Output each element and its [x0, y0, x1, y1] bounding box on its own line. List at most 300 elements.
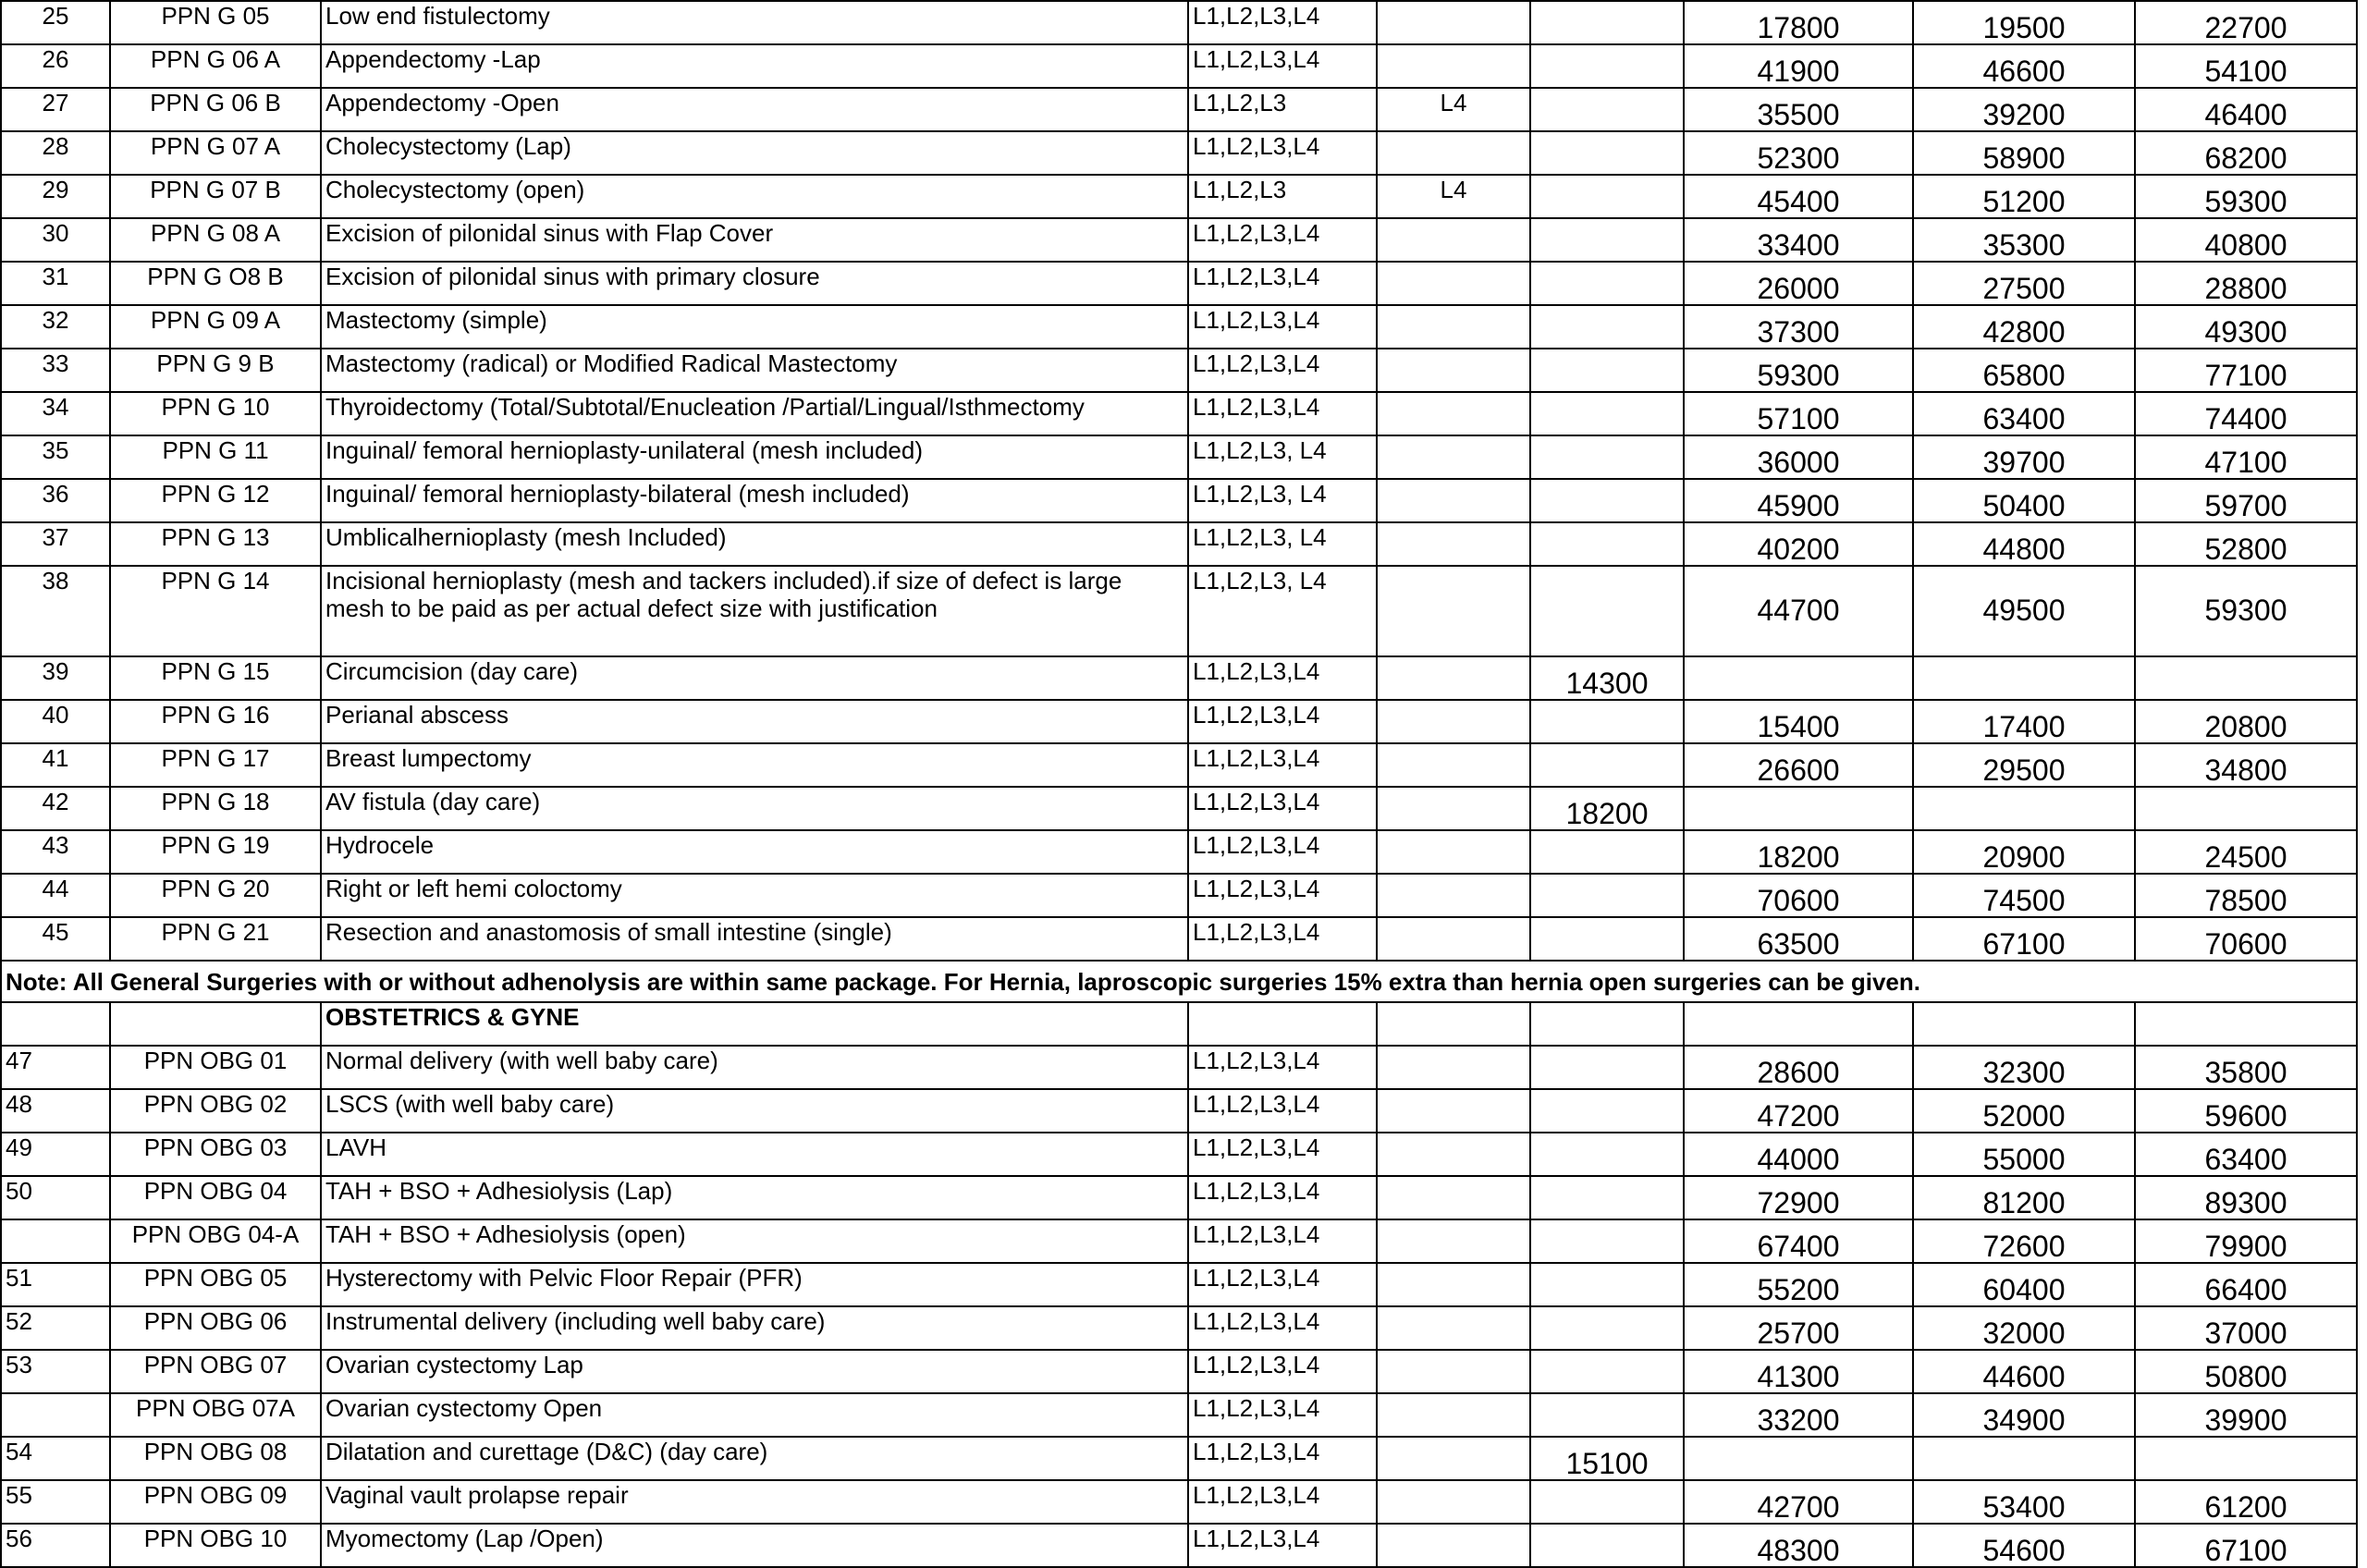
serial-number-cell: 55 — [1, 1480, 110, 1524]
package-code-cell: PPN G 9 B — [110, 349, 321, 392]
rate-tier-3-cell: 70600 — [2135, 917, 2357, 961]
rate-tier-1-cell: 70600 — [1684, 874, 1913, 917]
alternate-level-cell — [1377, 743, 1530, 787]
day-care-rate-cell — [1530, 700, 1684, 743]
rate-tier-2-cell: 52000 — [1913, 1089, 2135, 1133]
rate-tier-3-cell: 77100 — [2135, 349, 2357, 392]
table-row — [1, 218, 2357, 262]
table-row — [1, 1046, 2357, 1089]
rate-tier-3-cell: 46400 — [2135, 88, 2357, 131]
rate-tier-2-cell: 55000 — [1913, 1133, 2135, 1176]
package-code-cell: PPN G 18 — [110, 787, 321, 830]
table-row — [1, 262, 2357, 305]
day-care-rate-cell — [1530, 1133, 1684, 1176]
package-code-cell: PPN OBG 09 — [110, 1480, 321, 1524]
rate-tier-3-cell — [2135, 1437, 2357, 1480]
procedure-name-cell: Hydrocele — [321, 830, 1188, 874]
rate-tier-1-cell: 37300 — [1684, 305, 1913, 349]
day-care-rate-cell — [1530, 435, 1684, 479]
rate-tier-2-cell: 65800 — [1913, 349, 2135, 392]
alternate-level-cell — [1377, 435, 1530, 479]
package-code-cell: PPN OBG 01 — [110, 1046, 321, 1089]
package-code-cell: PPN OBG 02 — [110, 1089, 321, 1133]
alternate-level-cell — [1377, 218, 1530, 262]
alternate-level-cell — [1377, 131, 1530, 175]
hospital-levels-cell: L1,L2,L3, L4 — [1188, 479, 1377, 522]
alternate-level-cell — [1377, 262, 1530, 305]
package-code-cell: PPN G 06 B — [110, 88, 321, 131]
procedure-name-cell: Myomectomy (Lap /Open) — [321, 1524, 1188, 1567]
procedure-name-cell: Mastectomy (simple) — [321, 305, 1188, 349]
hospital-levels-cell: L1,L2,L3,L4 — [1188, 1176, 1377, 1219]
procedure-name-cell: Circumcision (day care) — [321, 656, 1188, 700]
note-text: Note: All General Surgeries with or without adhenolysis are within same package. For Hernia, laproscopic surgeries 15% extra than hernia open surgeries can be given. — [1, 961, 2357, 1002]
rate-tier-2-cell: 44600 — [1913, 1350, 2135, 1393]
rate-tier-1-cell — [1684, 656, 1913, 700]
alternate-level-cell — [1377, 1263, 1530, 1306]
serial-number-cell: 35 — [1, 435, 110, 479]
hospital-levels-cell: L1,L2,L3,L4 — [1188, 743, 1377, 787]
hospital-levels-cell: L1,L2,L3,L4 — [1188, 1263, 1377, 1306]
rate-tier-2-cell — [1913, 1002, 2135, 1046]
hospital-levels-cell: L1,L2,L3, L4 — [1188, 435, 1377, 479]
procedure-name-cell: Appendectomy -Open — [321, 88, 1188, 131]
serial-number-cell: 47 — [1, 1046, 110, 1089]
hospital-levels-cell: L1,L2,L3,L4 — [1188, 349, 1377, 392]
rate-tier-1-cell: 17800 — [1684, 1, 1913, 44]
rate-tier-1-cell: 45900 — [1684, 479, 1913, 522]
serial-number-cell: 40 — [1, 700, 110, 743]
package-code-cell: PPN OBG 04-A — [110, 1219, 321, 1263]
rate-tier-1-cell: 72900 — [1684, 1176, 1913, 1219]
serial-number-cell: 50 — [1, 1176, 110, 1219]
rate-tier-1-cell: 28600 — [1684, 1046, 1913, 1089]
package-code-cell: PPN G 15 — [110, 656, 321, 700]
rate-tier-2-cell: 49500 — [1913, 566, 2135, 656]
rate-tier-3-cell: 59600 — [2135, 1089, 2357, 1133]
serial-number-cell: 52 — [1, 1306, 110, 1350]
hospital-levels-cell: L1,L2,L3,L4 — [1188, 218, 1377, 262]
alternate-level-cell — [1377, 656, 1530, 700]
procedure-name-cell: Appendectomy -Lap — [321, 44, 1188, 88]
package-code-cell: PPN G 07 B — [110, 175, 321, 218]
serial-number-cell: 29 — [1, 175, 110, 218]
hospital-levels-cell: L1,L2,L3,L4 — [1188, 1524, 1377, 1567]
table-row — [1, 787, 2357, 830]
alternate-level-cell — [1377, 830, 1530, 874]
table-row — [1, 1480, 2357, 1524]
hospital-levels-cell: L1,L2,L3,L4 — [1188, 787, 1377, 830]
rate-tier-1-cell: 45400 — [1684, 175, 1913, 218]
rate-tier-3-cell: 47100 — [2135, 435, 2357, 479]
serial-number-cell: 39 — [1, 656, 110, 700]
serial-number-cell: 30 — [1, 218, 110, 262]
table-body — [1, 1, 2357, 1567]
rate-tier-1-cell: 44000 — [1684, 1133, 1913, 1176]
day-care-rate-cell — [1530, 743, 1684, 787]
rate-tier-1-cell: 52300 — [1684, 131, 1913, 175]
package-code-cell: PPN G 10 — [110, 392, 321, 435]
rate-tier-2-cell: 54600 — [1913, 1524, 2135, 1567]
procedure-name-cell: Ovarian cystectomy Open — [321, 1393, 1188, 1437]
rate-tier-2-cell: 34900 — [1913, 1393, 2135, 1437]
hospital-levels-cell: L1,L2,L3 — [1188, 88, 1377, 131]
table-row — [1, 874, 2357, 917]
procedure-name-cell: Ovarian cystectomy Lap — [321, 1350, 1188, 1393]
day-care-rate-cell — [1530, 1046, 1684, 1089]
procedure-name-cell: Cholecystectomy (Lap) — [321, 131, 1188, 175]
rate-tier-1-cell: 41900 — [1684, 44, 1913, 88]
serial-number-cell: 31 — [1, 262, 110, 305]
table-row — [1, 1176, 2357, 1219]
rate-tier-2-cell: 39700 — [1913, 435, 2135, 479]
day-care-rate-cell — [1530, 917, 1684, 961]
procedure-name-cell: Excision of pilonidal sinus with primary closure — [321, 262, 1188, 305]
table-row — [1, 1219, 2357, 1263]
rate-tier-2-cell: 74500 — [1913, 874, 2135, 917]
table-row — [1, 305, 2357, 349]
rate-tier-2-cell: 63400 — [1913, 392, 2135, 435]
procedure-name-cell: Inguinal/ femoral hernioplasty-unilateral (mesh included) — [321, 435, 1188, 479]
rate-tier-2-cell: 81200 — [1913, 1176, 2135, 1219]
procedure-name-cell: AV fistula (day care) — [321, 787, 1188, 830]
rate-tier-3-cell: 67100 — [2135, 1524, 2357, 1567]
rate-tier-1-cell: 26600 — [1684, 743, 1913, 787]
rate-tier-2-cell: 20900 — [1913, 830, 2135, 874]
serial-number-cell: 32 — [1, 305, 110, 349]
package-code-cell: PPN G 11 — [110, 435, 321, 479]
day-care-rate-cell — [1530, 1, 1684, 44]
rate-tier-3-cell: 63400 — [2135, 1133, 2357, 1176]
hospital-levels-cell: L1,L2,L3,L4 — [1188, 1306, 1377, 1350]
alternate-level-cell — [1377, 1, 1530, 44]
procedure-name-cell: Resection and anastomosis of small intestine (single) — [321, 917, 1188, 961]
rate-tier-3-cell: 22700 — [2135, 1, 2357, 44]
hospital-levels-cell: L1,L2,L3, L4 — [1188, 566, 1377, 656]
rate-tier-3-cell: 39900 — [2135, 1393, 2357, 1437]
hospital-levels-cell: L1,L2,L3,L4 — [1188, 1350, 1377, 1393]
table-row — [1, 917, 2357, 961]
hospital-levels-cell: L1,L2,L3,L4 — [1188, 700, 1377, 743]
rate-tier-1-cell: 41300 — [1684, 1350, 1913, 1393]
serial-number-cell — [1, 1002, 110, 1046]
alternate-level-cell — [1377, 1219, 1530, 1263]
alternate-level-cell — [1377, 392, 1530, 435]
hospital-levels-cell: L1,L2,L3,L4 — [1188, 830, 1377, 874]
rate-tier-3-cell — [2135, 656, 2357, 700]
rate-tier-3-cell: 59300 — [2135, 175, 2357, 218]
day-care-rate-cell — [1530, 1524, 1684, 1567]
alternate-level-cell — [1377, 1046, 1530, 1089]
package-code-cell: PPN G 21 — [110, 917, 321, 961]
hospital-levels-cell: L1,L2,L3,L4 — [1188, 1393, 1377, 1437]
table-row — [1, 1350, 2357, 1393]
rate-tier-1-cell — [1684, 1002, 1913, 1046]
day-care-rate-cell — [1530, 1176, 1684, 1219]
hospital-levels-cell: L1,L2,L3,L4 — [1188, 305, 1377, 349]
procedure-name-cell: TAH + BSO + Adhesiolysis (open) — [321, 1219, 1188, 1263]
package-code-cell: PPN G 16 — [110, 700, 321, 743]
table-row — [1, 1306, 2357, 1350]
serial-number-cell: 42 — [1, 787, 110, 830]
serial-number-cell: 25 — [1, 1, 110, 44]
rate-tier-2-cell: 35300 — [1913, 218, 2135, 262]
rate-tier-1-cell: 36000 — [1684, 435, 1913, 479]
day-care-rate-cell — [1530, 349, 1684, 392]
day-care-rate-cell — [1530, 1219, 1684, 1263]
serial-number-cell: 37 — [1, 522, 110, 566]
alternate-level-cell — [1377, 1176, 1530, 1219]
package-code-cell: PPN G 07 A — [110, 131, 321, 175]
section-header-row — [1, 1002, 2357, 1046]
alternate-level-cell: L4 — [1377, 175, 1530, 218]
hospital-levels-cell: L1,L2,L3,L4 — [1188, 1219, 1377, 1263]
rate-tier-3-cell: 59300 — [2135, 566, 2357, 656]
procedure-name-cell: Excision of pilonidal sinus with Flap Cover — [321, 218, 1188, 262]
package-code-cell: PPN G 12 — [110, 479, 321, 522]
serial-number-cell: 43 — [1, 830, 110, 874]
section-title: OBSTETRICS & GYNE — [321, 1002, 1188, 1046]
rate-tier-3-cell — [2135, 1002, 2357, 1046]
package-code-cell: PPN OBG 07 — [110, 1350, 321, 1393]
rate-tier-3-cell: 52800 — [2135, 522, 2357, 566]
procedure-name-cell: LSCS (with well baby care) — [321, 1089, 1188, 1133]
package-code-cell: PPN OBG 08 — [110, 1437, 321, 1480]
rate-tier-2-cell: 42800 — [1913, 305, 2135, 349]
rate-tier-2-cell: 17400 — [1913, 700, 2135, 743]
rate-tier-3-cell: 49300 — [2135, 305, 2357, 349]
alternate-level-cell — [1377, 1133, 1530, 1176]
hospital-levels-cell: L1,L2,L3 — [1188, 175, 1377, 218]
package-code-cell: PPN G 13 — [110, 522, 321, 566]
day-care-rate-cell: 14300 — [1530, 656, 1684, 700]
procedure-name-cell: Hysterectomy with Pelvic Floor Repair (PFR) — [321, 1263, 1188, 1306]
package-code-cell: PPN OBG 03 — [110, 1133, 321, 1176]
rate-tier-3-cell: 89300 — [2135, 1176, 2357, 1219]
serial-number-cell — [1, 1219, 110, 1263]
package-code-cell: PPN OBG 07A — [110, 1393, 321, 1437]
serial-number-cell: 41 — [1, 743, 110, 787]
serial-number-cell: 49 — [1, 1133, 110, 1176]
rate-tier-1-cell: 18200 — [1684, 830, 1913, 874]
rate-tier-1-cell: 25700 — [1684, 1306, 1913, 1350]
procedure-name-cell: Dilatation and curettage (D&C) (day care) — [321, 1437, 1188, 1480]
serial-number-cell: 27 — [1, 88, 110, 131]
serial-number-cell: 38 — [1, 566, 110, 656]
serial-number-cell: 28 — [1, 131, 110, 175]
rate-tier-1-cell: 67400 — [1684, 1219, 1913, 1263]
procedure-name-cell: Mastectomy (radical) or Modified Radical Mastectomy — [321, 349, 1188, 392]
serial-number-cell: 54 — [1, 1437, 110, 1480]
day-care-rate-cell — [1530, 305, 1684, 349]
table-row — [1, 1089, 2357, 1133]
hospital-levels-cell: L1,L2,L3,L4 — [1188, 44, 1377, 88]
alternate-level-cell — [1377, 1480, 1530, 1524]
procedure-name-cell: TAH + BSO + Adhesiolysis (Lap) — [321, 1176, 1188, 1219]
table-row — [1, 743, 2357, 787]
table-row — [1, 392, 2357, 435]
alternate-level-cell — [1377, 1002, 1530, 1046]
rate-tier-1-cell: 42700 — [1684, 1480, 1913, 1524]
day-care-rate-cell — [1530, 566, 1684, 656]
day-care-rate-cell — [1530, 1393, 1684, 1437]
alternate-level-cell — [1377, 479, 1530, 522]
rate-tier-3-cell: 59700 — [2135, 479, 2357, 522]
package-code-cell: PPN G 19 — [110, 830, 321, 874]
alternate-level-cell — [1377, 349, 1530, 392]
package-code-cell: PPN G 20 — [110, 874, 321, 917]
day-care-rate-cell — [1530, 1002, 1684, 1046]
serial-number-cell: 53 — [1, 1350, 110, 1393]
procedure-name-cell: Inguinal/ femoral hernioplasty-bilateral (mesh included) — [321, 479, 1188, 522]
hospital-levels-cell: L1,L2,L3,L4 — [1188, 1089, 1377, 1133]
table-row — [1, 522, 2357, 566]
day-care-rate-cell — [1530, 44, 1684, 88]
alternate-level-cell — [1377, 44, 1530, 88]
rate-tier-2-cell: 29500 — [1913, 743, 2135, 787]
rate-tier-2-cell: 67100 — [1913, 917, 2135, 961]
rate-tier-3-cell: 79900 — [2135, 1219, 2357, 1263]
alternate-level-cell — [1377, 1524, 1530, 1567]
package-code-cell: PPN G 09 A — [110, 305, 321, 349]
package-code-cell: PPN G 17 — [110, 743, 321, 787]
serial-number-cell: 48 — [1, 1089, 110, 1133]
rate-tier-3-cell: 37000 — [2135, 1306, 2357, 1350]
hospital-levels-cell: L1,L2,L3,L4 — [1188, 1046, 1377, 1089]
serial-number-cell: 56 — [1, 1524, 110, 1567]
procedure-name-cell: Umblicalhernioplasty (mesh Included) — [321, 522, 1188, 566]
rate-tier-2-cell: 58900 — [1913, 131, 2135, 175]
hospital-levels-cell: L1,L2,L3,L4 — [1188, 656, 1377, 700]
hospital-levels-cell: L1,L2,L3,L4 — [1188, 392, 1377, 435]
hospital-levels-cell: L1,L2,L3, L4 — [1188, 522, 1377, 566]
serial-number-cell — [1, 1393, 110, 1437]
serial-number-cell: 26 — [1, 44, 110, 88]
rate-tier-1-cell: 47200 — [1684, 1089, 1913, 1133]
rate-tier-3-cell: 20800 — [2135, 700, 2357, 743]
hospital-levels-cell: L1,L2,L3,L4 — [1188, 262, 1377, 305]
rate-tier-2-cell — [1913, 1437, 2135, 1480]
serial-number-cell: 36 — [1, 479, 110, 522]
procedure-name-cell: Breast lumpectomy — [321, 743, 1188, 787]
table-row — [1, 175, 2357, 218]
alternate-level-cell — [1377, 305, 1530, 349]
day-care-rate-cell — [1530, 479, 1684, 522]
procedure-name-cell: Vaginal vault prolapse repair — [321, 1480, 1188, 1524]
rate-tier-2-cell — [1913, 787, 2135, 830]
package-code-cell: PPN G 08 A — [110, 218, 321, 262]
rate-tier-3-cell: 35800 — [2135, 1046, 2357, 1089]
alternate-level-cell — [1377, 700, 1530, 743]
hospital-levels-cell: L1,L2,L3,L4 — [1188, 1133, 1377, 1176]
rate-tier-1-cell: 44700 — [1684, 566, 1913, 656]
rate-tier-1-cell: 40200 — [1684, 522, 1913, 566]
serial-number-cell: 44 — [1, 874, 110, 917]
rate-tier-2-cell: 44800 — [1913, 522, 2135, 566]
rate-tier-1-cell — [1684, 1437, 1913, 1480]
alternate-level-cell — [1377, 1306, 1530, 1350]
rate-tier-1-cell: 55200 — [1684, 1263, 1913, 1306]
package-code-cell: PPN OBG 05 — [110, 1263, 321, 1306]
day-care-rate-cell — [1530, 218, 1684, 262]
rate-tier-2-cell: 32000 — [1913, 1306, 2135, 1350]
package-code-cell: PPN G 14 — [110, 566, 321, 656]
table-row — [1, 700, 2357, 743]
package-code-cell: PPN G 06 A — [110, 44, 321, 88]
table-row — [1, 88, 2357, 131]
hospital-levels-cell — [1188, 1002, 1377, 1046]
table-row — [1, 1263, 2357, 1306]
day-care-rate-cell: 15100 — [1530, 1437, 1684, 1480]
day-care-rate-cell — [1530, 131, 1684, 175]
rate-tier-2-cell: 19500 — [1913, 1, 2135, 44]
rate-tier-2-cell: 72600 — [1913, 1219, 2135, 1263]
hospital-levels-cell: L1,L2,L3,L4 — [1188, 874, 1377, 917]
rate-tier-3-cell: 50800 — [2135, 1350, 2357, 1393]
package-code-cell: PPN OBG 10 — [110, 1524, 321, 1567]
rate-tier-3-cell: 34800 — [2135, 743, 2357, 787]
table-row — [1, 479, 2357, 522]
rate-tier-1-cell: 15400 — [1684, 700, 1913, 743]
rate-tier-1-cell: 48300 — [1684, 1524, 1913, 1567]
day-care-rate-cell — [1530, 830, 1684, 874]
package-code-cell — [110, 1002, 321, 1046]
table-row — [1, 131, 2357, 175]
alternate-level-cell — [1377, 1393, 1530, 1437]
rate-tier-1-cell: 26000 — [1684, 262, 1913, 305]
hospital-levels-cell: L1,L2,L3,L4 — [1188, 1480, 1377, 1524]
note-row — [1, 961, 2357, 1002]
procedure-name-cell: Right or left hemi coloctomy — [321, 874, 1188, 917]
alternate-level-cell — [1377, 522, 1530, 566]
rate-tier-1-cell: 57100 — [1684, 392, 1913, 435]
rate-tier-3-cell: 61200 — [2135, 1480, 2357, 1524]
day-care-rate-cell — [1530, 1089, 1684, 1133]
hospital-levels-cell: L1,L2,L3,L4 — [1188, 131, 1377, 175]
rate-tier-1-cell: 63500 — [1684, 917, 1913, 961]
day-care-rate-cell — [1530, 1306, 1684, 1350]
day-care-rate-cell — [1530, 1263, 1684, 1306]
table-row — [1, 1524, 2357, 1567]
procedure-name-cell: Cholecystectomy (open) — [321, 175, 1188, 218]
procedure-name-cell: Incisional hernioplasty (mesh and tackers included).if size of defect is large mesh to be paid as per actual defect size with justification — [321, 566, 1188, 656]
day-care-rate-cell — [1530, 262, 1684, 305]
procedure-name-cell: Instrumental delivery (including well baby care) — [321, 1306, 1188, 1350]
hospital-levels-cell: L1,L2,L3,L4 — [1188, 1, 1377, 44]
alternate-level-cell — [1377, 1437, 1530, 1480]
hospital-levels-cell: L1,L2,L3,L4 — [1188, 1437, 1377, 1480]
rate-tier-1-cell: 33200 — [1684, 1393, 1913, 1437]
alternate-level-cell — [1377, 1089, 1530, 1133]
rate-tier-3-cell: 68200 — [2135, 131, 2357, 175]
rate-tier-2-cell: 27500 — [1913, 262, 2135, 305]
package-code-cell: PPN G 05 — [110, 1, 321, 44]
day-care-rate-cell — [1530, 874, 1684, 917]
table-row — [1, 566, 2357, 656]
alternate-level-cell — [1377, 566, 1530, 656]
day-care-rate-cell — [1530, 175, 1684, 218]
rate-tier-1-cell: 35500 — [1684, 88, 1913, 131]
hospital-levels-cell: L1,L2,L3,L4 — [1188, 917, 1377, 961]
rate-tier-2-cell: 50400 — [1913, 479, 2135, 522]
rate-tier-2-cell — [1913, 656, 2135, 700]
rate-tier-1-cell: 33400 — [1684, 218, 1913, 262]
day-care-rate-cell — [1530, 522, 1684, 566]
day-care-rate-cell — [1530, 1480, 1684, 1524]
procedure-name-cell: Thyroidectomy (Total/Subtotal/Enucleation /Partial/Lingual/Isthmectomy — [321, 392, 1188, 435]
serial-number-cell: 33 — [1, 349, 110, 392]
rate-tier-2-cell: 53400 — [1913, 1480, 2135, 1524]
